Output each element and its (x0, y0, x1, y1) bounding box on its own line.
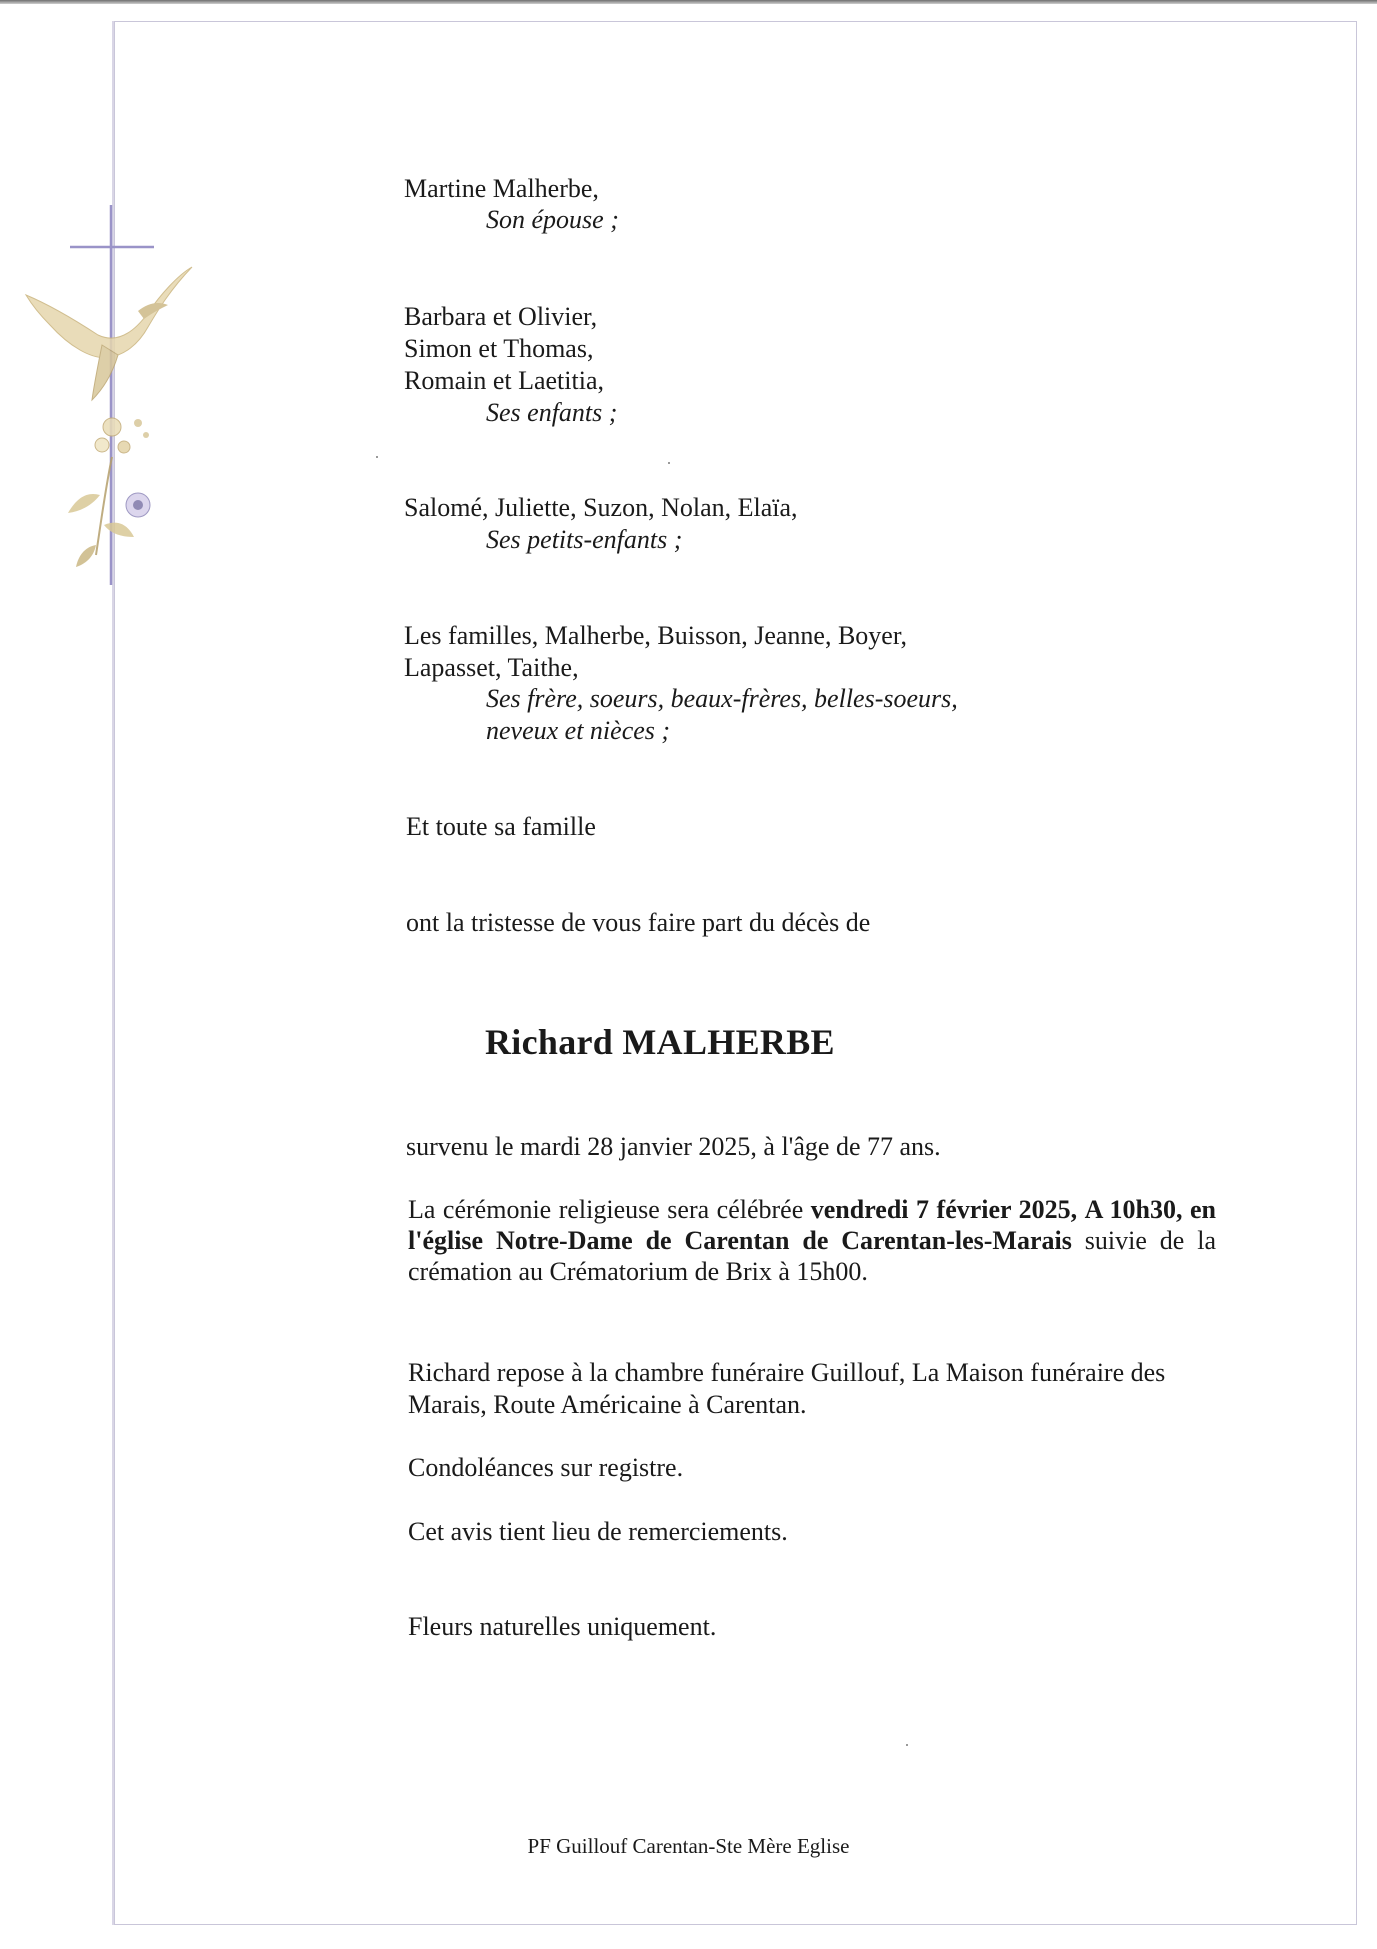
scan-speck (668, 462, 670, 464)
death-info: survenu le mardi 28 janvier 2025, à l'âge de 77 ans. (406, 1132, 941, 1161)
scan-edge (0, 0, 1377, 4)
ceremony-rest: suivie de la crémation au Crématorium de Brix à 15h00. (408, 1226, 1216, 1286)
ceremony-paragraph (408, 1194, 1216, 1287)
condolences-note: Condoléances sur registre. (408, 1453, 684, 1482)
whole-family: Et toute sa famille (406, 812, 596, 841)
spouse-role: Son épouse ; (486, 205, 619, 234)
thanks-note: Cet avis tient lieu de remerciements. (408, 1517, 788, 1546)
rest-place-line-1: Richard repose à la chambre funéraire Guillouf, La Maison funéraire des (408, 1358, 1166, 1387)
grandchildren-role: Ses petits-enfants ; (486, 525, 683, 554)
deceased-name: Richard MALHERBE (485, 1022, 835, 1062)
announcement: ont la tristesse de vous faire part du décès de (406, 908, 871, 937)
dove-icon (26, 267, 192, 400)
page-frame (114, 21, 1357, 1925)
families-role-line-1: Ses frère, soeurs, beaux-frères, belles-soeurs, (486, 684, 958, 713)
children-line-2: Simon et Thomas, (404, 334, 594, 363)
scan-speck (906, 1744, 908, 1746)
funeral-home-footer: PF Guillouf Carentan-Ste Mère Eglise (527, 1834, 850, 1858)
ceremony-time-place: A 10h30, en l'église Notre-Dame de Carentan de Carentan-les-Marais (408, 1195, 1216, 1255)
children-role: Ses enfants ; (486, 398, 618, 427)
flowers-note: Fleurs naturelles uniquement. (408, 1612, 717, 1641)
rest-place-line-2: Marais, Route Américaine à Carentan. (408, 1390, 807, 1419)
ceremony-date: vendredi 7 février 2025, (810, 1195, 1078, 1224)
spouse-name: Martine Malherbe, (404, 174, 599, 203)
ceremony-intro: La cérémonie religieuse sera célébrée (408, 1195, 811, 1224)
families-role-line-2: neveux et nièces ; (486, 716, 671, 745)
flowers-icon (68, 418, 150, 567)
scan-speck (376, 456, 378, 458)
families-line-1: Les familles, Malherbe, Buisson, Jeanne, Boyer, (404, 621, 907, 650)
cross-dove-ornament (20, 195, 210, 585)
children-line-1: Barbara et Olivier, (404, 302, 598, 331)
grandchildren-names: Salomé, Juliette, Suzon, Nolan, Elaïa, (404, 493, 798, 522)
children-line-3: Romain et Laetitia, (404, 366, 604, 395)
families-line-2: Lapasset, Taithe, (404, 653, 579, 682)
